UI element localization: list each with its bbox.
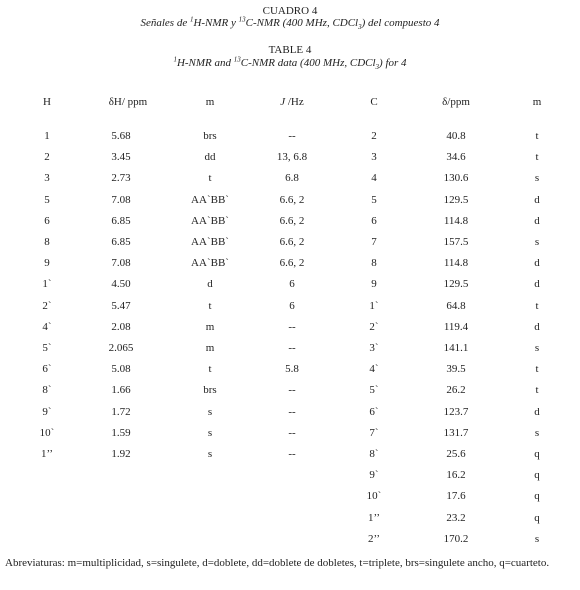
- c-multiplicity-cell: s: [534, 426, 540, 439]
- h-coupling-cell: --: [288, 320, 296, 333]
- c-position-cell: 4: [371, 172, 377, 185]
- caption-en-title: [0, 57, 580, 70]
- h-multiplicity-cell: s: [207, 426, 213, 439]
- h-position-cell: 6: [44, 214, 50, 227]
- c-position-cell: 10`: [366, 490, 382, 503]
- header-j-unit: /Hz: [285, 96, 304, 108]
- footnote: Abreviaturas: m=multiplicidad, s=singulete, d=doblete, dd=doblete de dobletes, t=triplete, brs=singulete ancho, q=cuarteto.: [5, 557, 550, 569]
- c-position-cell: 1`: [369, 299, 379, 312]
- h-shift-cell: 1.92: [111, 448, 131, 460]
- c-shift-cell: 114.8: [443, 214, 469, 227]
- c-multiplicity-cell: d: [534, 278, 540, 291]
- h-multiplicity-cell: s: [207, 405, 213, 418]
- h-coupling-cell: 6.6, 2: [279, 193, 305, 206]
- c-shift-cell: 130.6: [443, 172, 469, 185]
- c-shift-cell: 119.4: [443, 320, 469, 333]
- h-position-cell: 1’’: [40, 448, 54, 460]
- caption-es-label: CUADRO 4: [262, 5, 318, 17]
- h-coupling-cell: 6.6, 2: [279, 257, 305, 270]
- h-position-cell: 5: [44, 193, 50, 206]
- c-position-cell: 9`: [369, 469, 379, 482]
- c-shift-cell: 131.7: [443, 426, 469, 439]
- h-shift-cell: 5.08: [111, 363, 131, 376]
- h-multiplicity-cell: m: [205, 320, 215, 333]
- h-multiplicity-cell: AA`BB`: [191, 214, 229, 227]
- h-shift-cell: 1.66: [111, 384, 131, 397]
- c-position-cell: 2`: [369, 320, 379, 333]
- c-multiplicity-cell: q: [534, 511, 540, 524]
- caption-es-title: [0, 17, 580, 30]
- h-shift-cell: 2.065: [108, 342, 134, 354]
- h-multiplicity-cell: t: [208, 172, 212, 185]
- caption-en-suffix: ) for 4: [379, 57, 407, 69]
- header-h: H: [43, 96, 51, 108]
- h-shift-cell: 3.45: [111, 151, 131, 164]
- header-j-symbol: J: [280, 96, 286, 108]
- h-position-cell: 8: [44, 236, 50, 248]
- header-delta-h: δH/ ppm: [108, 96, 148, 108]
- c-position-cell: 6`: [369, 405, 379, 418]
- h-position-cell: 4`: [42, 320, 52, 333]
- h-multiplicity-cell: t: [208, 363, 212, 376]
- caption-en-sup1: 1: [173, 55, 177, 64]
- h-coupling-cell: 5.8: [285, 363, 299, 376]
- c-multiplicity-cell: d: [534, 193, 540, 206]
- c-shift-cell: 17.6: [446, 490, 466, 503]
- c-multiplicity-cell: d: [534, 257, 540, 270]
- h-coupling-cell: --: [288, 448, 296, 460]
- c-shift-cell: 123.7: [443, 405, 469, 418]
- caption-en-mid2: C-NMR data (400 MHz, CDCl: [240, 57, 376, 69]
- caption-en-sup2: 13: [233, 55, 241, 64]
- c-multiplicity-cell: s: [534, 532, 540, 545]
- c-position-cell: 3`: [369, 342, 379, 354]
- h-coupling-cell: --: [288, 130, 296, 142]
- c-position-cell: 8: [371, 257, 377, 270]
- c-multiplicity-cell: s: [534, 172, 540, 185]
- h-multiplicity-cell: brs: [203, 130, 217, 142]
- h-shift-cell: 5.47: [111, 299, 131, 312]
- header-m: m: [205, 96, 215, 108]
- c-multiplicity-cell: t: [535, 384, 539, 397]
- c-position-cell: 2: [371, 130, 377, 142]
- c-multiplicity-cell: s: [534, 342, 540, 354]
- h-shift-cell: 1.59: [111, 426, 131, 439]
- header-mc: m: [532, 96, 542, 108]
- h-shift-cell: 2.08: [111, 320, 131, 333]
- c-multiplicity-cell: t: [535, 151, 539, 164]
- h-coupling-cell: --: [288, 342, 296, 354]
- c-multiplicity-cell: q: [534, 448, 540, 460]
- c-position-cell: 4`: [369, 363, 379, 376]
- h-shift-cell: 4.50: [111, 278, 131, 291]
- c-multiplicity-cell: t: [535, 299, 539, 312]
- h-multiplicity-cell: brs: [203, 384, 217, 397]
- c-multiplicity-cell: t: [535, 363, 539, 376]
- c-position-cell: 3: [371, 151, 377, 164]
- h-multiplicity-cell: m: [205, 342, 215, 354]
- c-shift-cell: 26.2: [446, 384, 466, 397]
- c-shift-cell: 129.5: [443, 278, 469, 291]
- c-shift-cell: 39.5: [446, 363, 466, 376]
- h-coupling-cell: 6.6, 2: [279, 236, 305, 248]
- c-shift-cell: 40.8: [446, 130, 466, 142]
- header-c: C: [370, 96, 378, 108]
- h-shift-cell: 6.85: [111, 214, 131, 227]
- h-coupling-cell: 6: [289, 278, 295, 291]
- c-shift-cell: 114.8: [443, 257, 469, 270]
- h-position-cell: 9: [44, 257, 50, 270]
- h-position-cell: 8`: [42, 384, 52, 397]
- caption-es-suffix: ) del compuesto 4: [361, 17, 440, 29]
- caption-es-sub: 3: [358, 23, 362, 32]
- h-multiplicity-cell: AA`BB`: [191, 257, 229, 270]
- c-shift-cell: 157.5: [443, 236, 469, 248]
- h-coupling-cell: --: [288, 405, 296, 418]
- c-shift-cell: 25.6: [446, 448, 466, 460]
- h-shift-cell: 6.85: [111, 236, 131, 248]
- c-shift-cell: 64.8: [446, 299, 466, 312]
- h-position-cell: 5`: [42, 342, 52, 354]
- c-shift-cell: 23.2: [446, 511, 466, 524]
- c-shift-cell: 129.5: [443, 193, 469, 206]
- h-position-cell: 1`: [42, 278, 52, 291]
- h-position-cell: 2: [44, 151, 50, 164]
- caption-en-sub: 3: [375, 63, 380, 72]
- c-multiplicity-cell: s: [534, 236, 540, 248]
- h-coupling-cell: 13, 6.8: [276, 151, 308, 164]
- c-position-cell: 7`: [369, 426, 379, 439]
- h-coupling-cell: 6.8: [285, 172, 299, 185]
- c-shift-cell: 16.2: [446, 469, 466, 482]
- caption-en-label: TABLE 4: [268, 44, 312, 56]
- h-shift-cell: 5.68: [111, 130, 131, 142]
- h-position-cell: 6`: [42, 363, 52, 376]
- c-multiplicity-cell: d: [534, 320, 540, 333]
- h-shift-cell: 2.73: [111, 172, 131, 185]
- c-position-cell: 5: [371, 193, 377, 206]
- caption-es-mid1: H-NMR y: [193, 17, 239, 29]
- c-position-cell: 1’’: [367, 511, 381, 524]
- c-shift-cell: 141.1: [443, 342, 469, 354]
- h-position-cell: 2`: [42, 299, 52, 312]
- c-shift-cell: 34.6: [446, 151, 466, 164]
- c-multiplicity-cell: q: [534, 469, 540, 482]
- h-position-cell: 3: [44, 172, 50, 185]
- caption-es-mid2: C-NMR (400 MHz, CDCl: [245, 17, 359, 29]
- c-shift-cell: 170.2: [443, 532, 469, 545]
- c-multiplicity-cell: d: [534, 214, 540, 227]
- caption-es-sup2: 13: [238, 15, 246, 24]
- header-j: [280, 96, 304, 109]
- h-multiplicity-cell: s: [207, 448, 213, 460]
- caption-es-sup1: 1: [189, 15, 194, 24]
- c-position-cell: 8`: [369, 448, 379, 460]
- c-multiplicity-cell: q: [534, 490, 540, 503]
- h-coupling-cell: --: [288, 426, 296, 439]
- h-coupling-cell: 6: [289, 299, 295, 312]
- c-position-cell: 6: [371, 214, 377, 227]
- header-delta-c: δ/ppm: [442, 96, 470, 108]
- h-multiplicity-cell: AA`BB`: [191, 236, 229, 248]
- h-coupling-cell: 6.6, 2: [279, 214, 305, 227]
- h-multiplicity-cell: AA`BB`: [191, 193, 229, 206]
- h-shift-cell: 1.72: [111, 405, 131, 418]
- c-multiplicity-cell: t: [535, 130, 539, 142]
- caption-en-mid1: H-NMR and: [176, 57, 234, 69]
- h-multiplicity-cell: d: [207, 278, 213, 291]
- h-shift-cell: 7.08: [111, 193, 131, 206]
- h-position-cell: 9`: [42, 405, 52, 418]
- c-position-cell: 5`: [369, 384, 379, 397]
- h-multiplicity-cell: dd: [204, 151, 216, 164]
- h-position-cell: 10`: [39, 426, 55, 439]
- caption-es-prefix: Señales de: [140, 17, 190, 29]
- h-multiplicity-cell: t: [208, 299, 212, 312]
- c-position-cell: 9: [371, 278, 377, 291]
- c-position-cell: 2’’: [367, 532, 381, 545]
- h-coupling-cell: --: [288, 384, 296, 397]
- h-shift-cell: 7.08: [111, 257, 131, 270]
- c-position-cell: 7: [371, 236, 377, 248]
- c-multiplicity-cell: d: [534, 405, 540, 418]
- h-position-cell: 1: [44, 130, 50, 142]
